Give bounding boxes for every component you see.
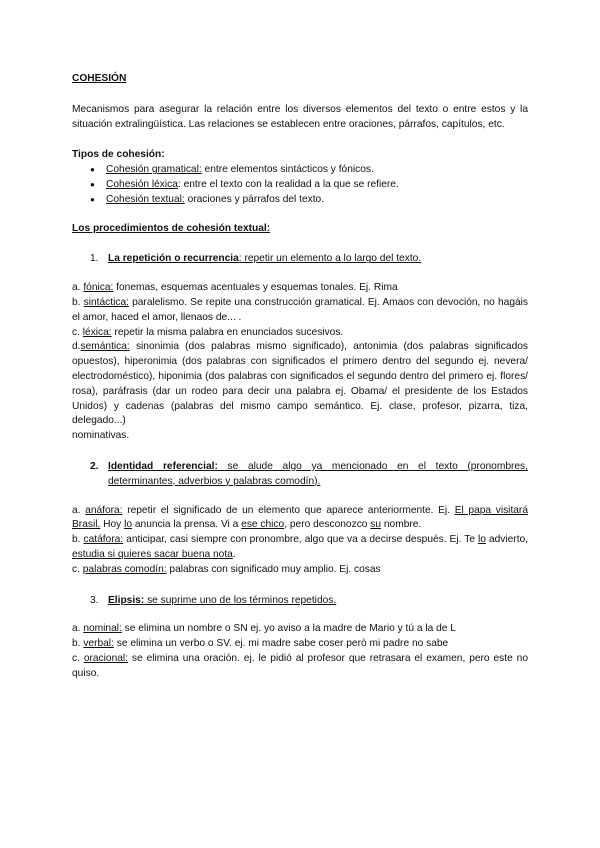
section-3-item-a: a. nominal: se elimina un nombre o SN ej. yo aviso a la madre de Mario y tú a la de L — [72, 623, 456, 635]
section-1-item-c: c. léxica: repetir la misma palabra en enunciados sucesivos. — [72, 326, 344, 338]
section-2-heading: 2. Identidad referencial: se alude algo ya mencionado en el texto (pronombres, determinantes, adverbios y palabras comodín). — [90, 460, 528, 487]
page-title: COHESIÓN — [72, 73, 127, 84]
section-2-item-a: a. anáfora: repetir el significado de un elemento que aparece anteriormente. Ej. El papa visitará Brasil. Hoy lo anuncia la prensa. Vi a ese chico, pero desconozco su nombre. — [72, 504, 528, 531]
section-3-item-b: b. verbal: se elimina un verbo o SV. ej. mi madre sabe coser però mi padre no sabe — [72, 638, 449, 650]
section-1-tail: nominativas. — [72, 430, 130, 442]
intro-paragraph: Mecanismos para asegurar la relación entre los diversos elementos del texto o entre estos y la situación extralingüística. Las relaciones se establecen entre oraciones, párrafos, capítulos, etc. — [72, 103, 528, 130]
list-item: ● Cohesión gramatical: entre elementos sintácticos y fónicos. — [106, 163, 528, 178]
section-2-item-c: c. palabras comodín: palabras con significado muy amplio. Ej. cosas — [72, 563, 381, 575]
types-heading: Tipos de cohesión: — [72, 149, 165, 161]
list-item: ● Cohesión léxica: entre el texto con la realidad a la que se refiere. — [106, 178, 528, 193]
section-1-item-a: a. fónica: fonemas, esquemas acentuales y esquemas tonales. Ej. Rima — [72, 282, 398, 294]
document-page — [72, 72, 528, 682]
section-1-item-b: b. sintáctica: paralelismo. Se repite una construcción gramatical. Ej. Amaos con devoción, no hagáis el amor, haced el amor, llenaos de... . — [72, 296, 529, 323]
section-1-item-d: d.semántica: sinonimia (dos palabras mismo significado), antonimia (dos palabras significados opuestos), hiperonimia (dos palabras con significados el primero dentro del segundo ej. nevera/ electrodoméstico), hiponimia (dos palabras con significados el segundo dentro del primero ej. flores/ rosa), paráfrasis (dar un rodeo para decir una palabra ej. Obama/ el presidente de los Estados Unidos) y cadenas (palabras del mismo campo semántico. Ej. clase, profesor, pizarra, tiza, delegado...) — [72, 341, 528, 427]
section-3-heading: 3. Elipsis: se suprime uno de los términos repetidos. — [90, 594, 337, 606]
procedures-heading: Los procedimientos de cohesión textual: — [72, 222, 271, 234]
types-list — [72, 163, 528, 207]
section-3-item-c: c. oracional: se elimina una oración. ej. le pidió al profesor que retrasara el examen, pero este no quiso. — [72, 652, 528, 679]
list-item: ● Cohesión textual: oraciones y párrafos del texto. — [106, 193, 528, 208]
section-2-item-b: b. catáfora: anticipar, casi siempre con pronombre, algo que va a decirse después. Ej. Te lo advierto, estudia si quieres sacar buena nota. — [72, 534, 529, 560]
section-1-heading: 1. La repetición o recurrencia: repetir un elemento a lo largo del texto. — [90, 253, 422, 265]
